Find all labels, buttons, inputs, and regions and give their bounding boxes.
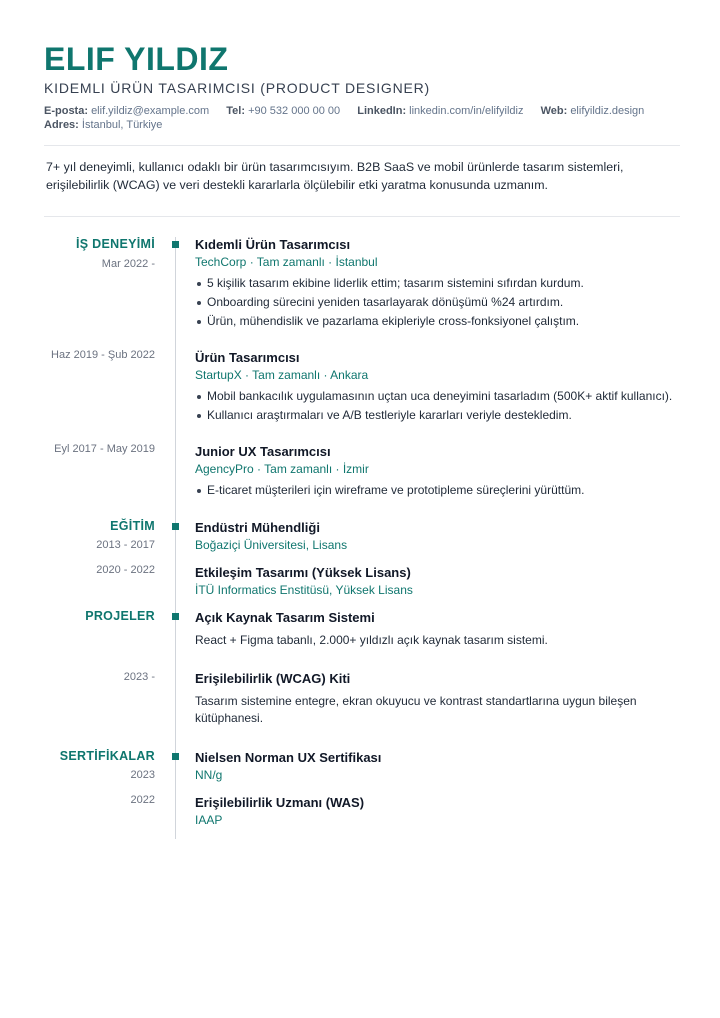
entry-title: Nielsen Norman UX Sertifikası: [195, 750, 382, 765]
entry-date: Haz 2019 - Şub 2022: [51, 349, 155, 361]
project-entry: [195, 609, 695, 649]
bullet-item: E-ticaret müşterileri için wireframe ve prototipleme süreçlerini yürüttüm.: [195, 481, 695, 500]
education-entry: [195, 564, 695, 598]
entry-subtitle: AgencyPro · Tam zamanlı · İzmir: [195, 462, 369, 476]
entry-bullets: [195, 387, 695, 425]
bullet-item: Kullanıcı araştırmaları ve A/B testleriyle kararları veriyle destekledim.: [195, 406, 695, 425]
experience-entry: [195, 349, 695, 425]
section-title-experience: İŞ DENEYİMİ: [75, 237, 155, 251]
project-entry: [195, 670, 695, 727]
divider: [44, 216, 680, 217]
entry-description: React + Figma tabanlı, 2.000+ yıldızlı açık kaynak tasarım sistemi.: [195, 633, 548, 647]
bullet-item: Ürün, mühendislik ve pazarlama ekipleriyle cross-fonksiyonel çalıştım.: [195, 312, 695, 331]
entry-subtitle: İTÜ Informatics Enstitüsü, Yüksek Lisans: [195, 583, 413, 597]
email-label: E-posta:: [44, 105, 88, 117]
entry-date: Mar 2022 -: [101, 258, 155, 270]
section-marker: [172, 241, 179, 248]
section-marker: [172, 523, 179, 530]
education-entry: [195, 519, 695, 553]
phone-value: +90 532 000 00 00: [248, 105, 341, 117]
job-title: KIDEMLI ÜRÜN TASARIMCISI (PRODUCT DESIGNER): [44, 80, 430, 96]
bullet-item: Onboarding sürecini yeniden tasarlayarak dönüşümü %24 artırdım.: [195, 293, 695, 312]
entry-date: 2022: [130, 794, 155, 806]
entry-title: Açık Kaynak Tasarım Sistemi: [195, 610, 375, 625]
address-label: Adres:: [44, 119, 79, 131]
web-value[interactable]: elifyildiz.design: [570, 105, 645, 117]
entry-title: Etkileşim Tasarımı (Yüksek Lisans): [195, 565, 411, 580]
section-marker: [172, 613, 179, 620]
section-title-education: EĞİTİM: [110, 519, 155, 533]
entry-date: 2023: [130, 769, 155, 781]
phone-label: Tel:: [226, 105, 246, 117]
entry-date: 2020 - 2022: [96, 564, 155, 576]
entry-date: Eyl 2017 - May 2019: [54, 443, 155, 455]
experience-entry: [195, 236, 695, 331]
timeline-line: [175, 237, 176, 839]
section-marker: [172, 753, 179, 760]
contact-info: [44, 104, 684, 132]
entry-subtitle: Boğaziçi Üniversitesi, Lisans: [195, 538, 348, 552]
entry-title: Kıdemli Ürün Tasarımcısı: [195, 237, 351, 252]
section-title-certificates: SERTİFİKALAR: [59, 749, 155, 763]
entry-date: 2013 - 2017: [96, 539, 155, 551]
linkedin-value[interactable]: linkedin.com/in/elifyildiz: [409, 105, 524, 117]
entry-subtitle: NN/g: [195, 768, 223, 782]
address-value: İstanbul, Türkiye: [81, 119, 163, 131]
certificate-entry: [195, 794, 695, 828]
summary: 7+ yıl deneyimli, kullanıcı odaklı bir ürün tasarımcısıyım. B2B SaaS ve mobil ürünlerde tasarım sistemleri, erişilebilirlik (WCAG) ve veri destekli kararlarla ölçülebilir etki yaratma konusunda uzmanım.: [46, 160, 624, 192]
entry-bullets: [195, 481, 695, 500]
entry-title: Erişilebilirlik Uzmanı (WAS): [195, 795, 365, 810]
experience-entry: [195, 443, 695, 500]
section-title-projects: PROJELER: [85, 609, 155, 623]
entry-bullets: [195, 274, 695, 331]
bullet-item: 5 kişilik tasarım ekibine liderlik ettim; tasarım sistemini sıfırdan kurdum.: [195, 274, 695, 293]
entry-subtitle: StartupX · Tam zamanlı · Ankara: [195, 368, 369, 382]
entry-title: Junior UX Tasarımcısı: [195, 444, 331, 459]
certificate-entry: [195, 749, 695, 783]
email-value[interactable]: elif.yildiz@example.com: [91, 105, 210, 117]
entry-subtitle: IAAP: [195, 813, 223, 827]
linkedin-label: LinkedIn:: [357, 105, 407, 117]
entry-date: 2023 -: [123, 671, 155, 683]
entry-title: Endüstri Mühendliği: [195, 520, 320, 535]
candidate-name: ELIF YILDIZ: [44, 41, 229, 77]
bullet-item: Mobil bankacılık uygulamasının uçtan uca deneyimini tasarladım (500K+ aktif kullanıcı).: [195, 387, 695, 406]
divider: [44, 145, 680, 146]
entry-title: Ürün Tasarımcısı: [195, 350, 300, 365]
entry-title: Erişilebilirlik (WCAG) Kiti: [195, 671, 351, 686]
entry-description: Tasarım sistemine entegre, ekran okuyucu ve kontrast standartlarına uygun bileşen kütüphanesi.: [195, 694, 637, 725]
web-label: Web:: [540, 105, 568, 117]
entry-subtitle: TechCorp · Tam zamanlı · İstanbul: [195, 255, 378, 269]
